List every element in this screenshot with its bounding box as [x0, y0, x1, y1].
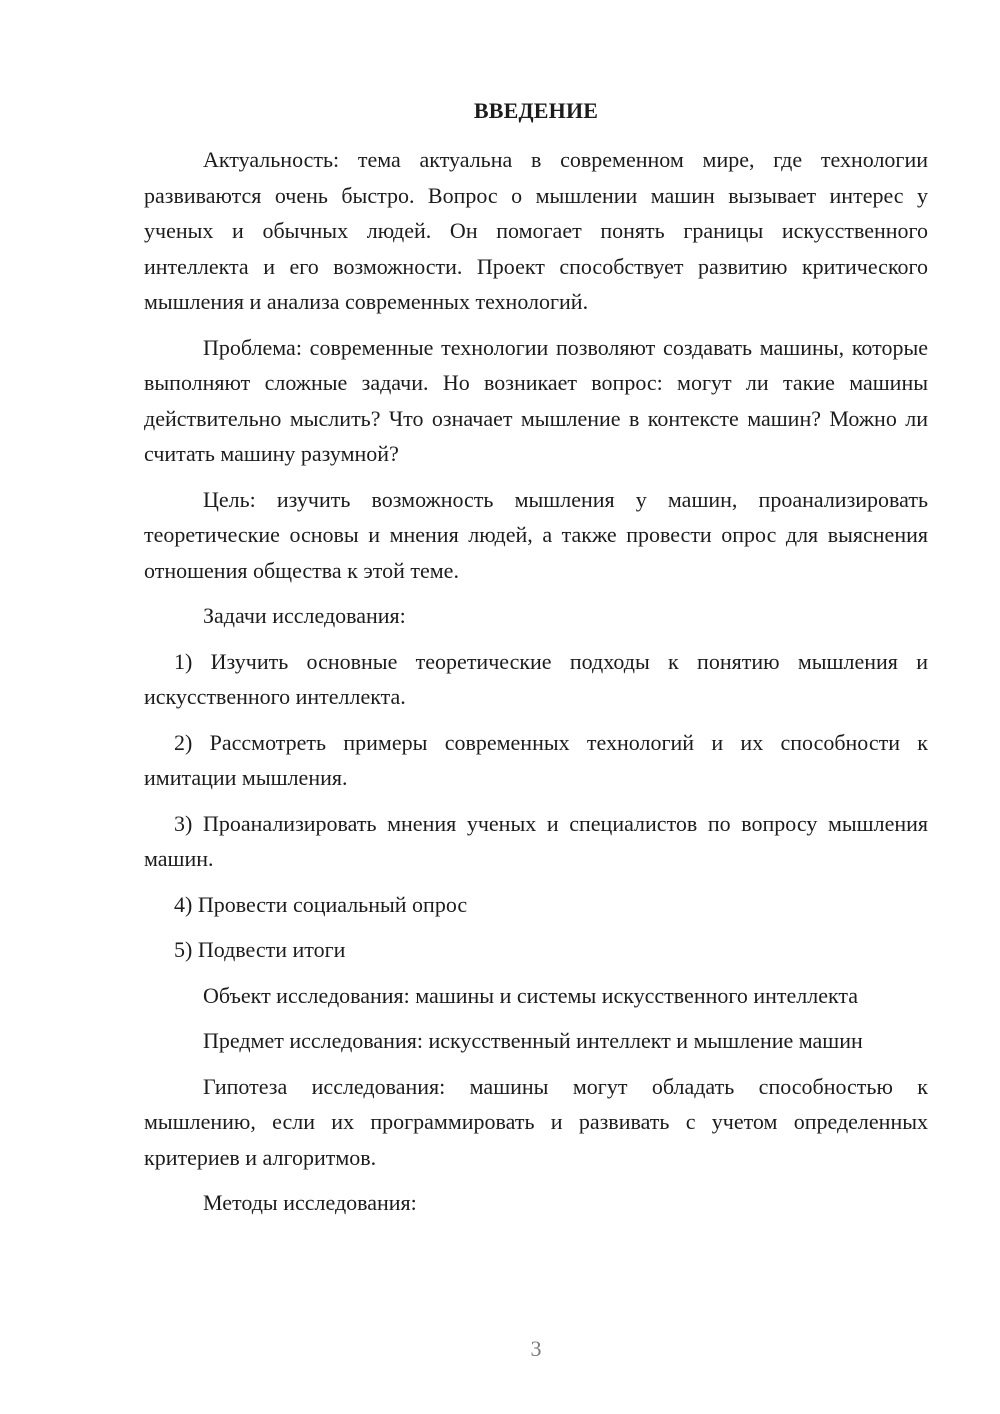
paragraph-subject: Предмет исследования: искусственный интеллект и мышление машин	[203, 1028, 863, 1053]
task-item: 4) Провести социальный опрос	[174, 891, 468, 917]
task-item: 1) Изучить основные теоретические подходы к понятию мышления и искусственного интеллекта.	[144, 648, 928, 709]
task-item: 5) Подвести итоги	[174, 937, 346, 962]
paragraph-tasks-heading: Задачи исследования:	[203, 603, 406, 628]
paragraph-problem: Проблема: современные технологии позволяют создавать машины, которые выполняют сложные задачи. Но возникает вопрос: могут ли такие машины действительно мыслить? Что означает мышление в контексте машин? Можно ли считать машину разумной?	[144, 334, 928, 466]
paragraph-hypothesis: Гипотеза исследования: машины могут обладать способностью к мышлению, если их программировать и развивать с учетом определенных критериев и алгоритмов.	[144, 1073, 928, 1170]
document-body	[144, 142, 928, 1231]
page-number: 3	[530, 1336, 542, 1361]
paragraph-object: Объект исследования: машины и системы искусственного интеллекта	[203, 982, 859, 1008]
paragraph-relevance: Актуальность: тема актуальна в современном мире, где технологии развиваются очень быстро. Вопрос о мышлении машин вызывает интерес у ученых и обычных людей. Он помогает понять границы искусственного интеллекта и его возможности. Проект способствует развитию критического мышления и анализа современных технологий.	[144, 147, 928, 314]
task-item: 3) Проанализировать мнения ученых и специалистов по вопросу мышления машин.	[144, 810, 928, 871]
paragraph-goal: Цель: изучить возможность мышления у машин, проанализировать теоретические основы и мнения людей, а также провести опрос для выяснения отношения общества к этой теме.	[144, 486, 928, 583]
section-title: ВВЕДЕНИЕ	[473, 98, 599, 123]
task-item: 2) Рассмотреть примеры современных технологий и их способности к имитации мышления.	[144, 729, 928, 790]
paragraph-methods: Методы исследования:	[203, 1190, 417, 1215]
